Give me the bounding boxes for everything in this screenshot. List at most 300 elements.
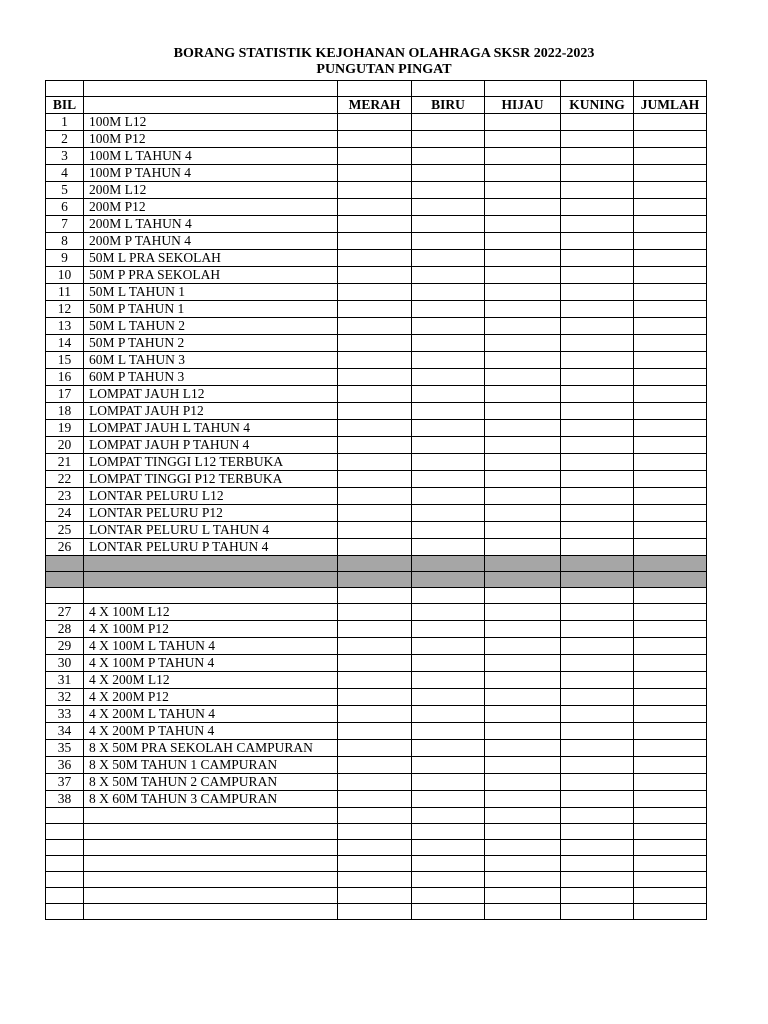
bil-cell: 37 [46, 774, 84, 791]
kuning-cell [561, 740, 634, 757]
merah-cell [338, 301, 412, 318]
merah-cell [338, 672, 412, 689]
event-cell: 200M L12 [84, 182, 338, 199]
bil-cell: 23 [46, 488, 84, 505]
jumlah-cell [634, 655, 707, 672]
biru-cell [412, 165, 485, 182]
jumlah-cell [634, 471, 707, 488]
hijau-cell [485, 386, 561, 403]
kuning-cell [561, 888, 634, 904]
bil-cell: 1 [46, 114, 84, 131]
jumlah-cell [634, 706, 707, 723]
jumlah-cell [634, 808, 707, 824]
merah-cell [338, 740, 412, 757]
hijau-cell [485, 539, 561, 556]
hijau-cell [485, 572, 561, 588]
hijau-cell [485, 437, 561, 454]
event-cell: 4 X 100M P TAHUN 4 [84, 655, 338, 672]
merah-cell [338, 250, 412, 267]
biru-cell [412, 621, 485, 638]
event-cell: 4 X 200M P TAHUN 4 [84, 723, 338, 740]
table-row [46, 774, 707, 791]
merah-cell [338, 588, 412, 604]
hijau-cell [485, 267, 561, 284]
table-row [46, 233, 707, 250]
biru-cell [412, 216, 485, 233]
table-row [46, 471, 707, 488]
bil-cell [46, 888, 84, 904]
bil-cell: 35 [46, 740, 84, 757]
biru-cell [412, 740, 485, 757]
column-header [84, 97, 338, 114]
kuning-cell [561, 539, 634, 556]
table-row [46, 318, 707, 335]
biru-cell [412, 488, 485, 505]
kuning-cell [561, 655, 634, 672]
biru-cell [412, 588, 485, 604]
jumlah-cell [634, 539, 707, 556]
jumlah-cell [634, 604, 707, 621]
table-row [46, 706, 707, 723]
table-row [46, 216, 707, 233]
hijau-cell [485, 872, 561, 888]
event-cell: LOMPAT JAUH L TAHUN 4 [84, 420, 338, 437]
blank-row [46, 808, 707, 824]
biru-cell [412, 420, 485, 437]
jumlah-cell [634, 284, 707, 301]
event-cell [84, 572, 338, 588]
hijau-cell [485, 588, 561, 604]
bil-cell: 14 [46, 335, 84, 352]
merah-cell [338, 556, 412, 572]
hijau-cell [485, 757, 561, 774]
hijau-cell [485, 81, 561, 97]
bil-cell [46, 556, 84, 572]
kuning-cell [561, 856, 634, 872]
biru-cell [412, 386, 485, 403]
blank-row [46, 824, 707, 840]
event-cell [84, 904, 338, 920]
bil-cell: 10 [46, 267, 84, 284]
event-cell: LONTAR PELURU P12 [84, 505, 338, 522]
event-cell: 100M P12 [84, 131, 338, 148]
event-cell: 100M L12 [84, 114, 338, 131]
bil-cell: 7 [46, 216, 84, 233]
jumlah-cell [634, 757, 707, 774]
hijau-cell [485, 182, 561, 199]
jumlah-cell [634, 856, 707, 872]
bil-cell: 6 [46, 199, 84, 216]
jumlah-cell [634, 267, 707, 284]
event-cell [84, 840, 338, 856]
event-cell: 50M P TAHUN 2 [84, 335, 338, 352]
hijau-cell [485, 335, 561, 352]
merah-cell [338, 148, 412, 165]
bil-cell: 12 [46, 301, 84, 318]
merah-cell [338, 454, 412, 471]
biru-cell [412, 267, 485, 284]
column-header: JUMLAH [634, 97, 707, 114]
kuning-cell [561, 488, 634, 505]
table-row [46, 539, 707, 556]
merah-cell [338, 904, 412, 920]
jumlah-cell [634, 335, 707, 352]
bil-cell: 26 [46, 539, 84, 556]
biru-cell [412, 774, 485, 791]
hijau-cell [485, 131, 561, 148]
kuning-cell [561, 352, 634, 369]
biru-cell [412, 791, 485, 808]
shaded-separator-row [46, 556, 707, 572]
event-cell: LOMPAT JAUH P TAHUN 4 [84, 437, 338, 454]
column-header: MERAH [338, 97, 412, 114]
kuning-cell [561, 301, 634, 318]
table-row [46, 335, 707, 352]
kuning-cell [561, 148, 634, 165]
column-header: HIJAU [485, 97, 561, 114]
kuning-cell [561, 216, 634, 233]
biru-cell [412, 471, 485, 488]
kuning-cell [561, 774, 634, 791]
kuning-cell [561, 522, 634, 539]
bil-cell: 17 [46, 386, 84, 403]
table-row [46, 437, 707, 454]
kuning-cell [561, 233, 634, 250]
table-row [46, 182, 707, 199]
event-cell: 50M P PRA SEKOLAH [84, 267, 338, 284]
event-cell [84, 824, 338, 840]
event-cell: LOMPAT JAUH L12 [84, 386, 338, 403]
bil-cell: 34 [46, 723, 84, 740]
event-cell: LONTAR PELURU L TAHUN 4 [84, 522, 338, 539]
kuning-cell [561, 505, 634, 522]
bil-cell: 30 [46, 655, 84, 672]
table-row [46, 352, 707, 369]
jumlah-cell [634, 824, 707, 840]
biru-cell [412, 757, 485, 774]
event-cell: 60M L TAHUN 3 [84, 352, 338, 369]
kuning-cell [561, 267, 634, 284]
hijau-cell [485, 318, 561, 335]
merah-cell [338, 757, 412, 774]
kuning-cell [561, 556, 634, 572]
table-row [46, 369, 707, 386]
merah-cell [338, 655, 412, 672]
bil-cell: 19 [46, 420, 84, 437]
event-cell: 200M P TAHUN 4 [84, 233, 338, 250]
jumlah-cell [634, 318, 707, 335]
hijau-cell [485, 556, 561, 572]
kuning-cell [561, 165, 634, 182]
blank-row [46, 872, 707, 888]
bil-cell: 24 [46, 505, 84, 522]
table-row [46, 267, 707, 284]
hijau-cell [485, 165, 561, 182]
kuning-cell [561, 403, 634, 420]
table-row [46, 420, 707, 437]
jumlah-cell [634, 420, 707, 437]
jumlah-cell [634, 437, 707, 454]
jumlah-cell [634, 740, 707, 757]
jumlah-cell [634, 904, 707, 920]
jumlah-cell [634, 588, 707, 604]
bil-cell: 18 [46, 403, 84, 420]
biru-cell [412, 505, 485, 522]
biru-cell [412, 856, 485, 872]
jumlah-cell [634, 369, 707, 386]
event-cell: 60M P TAHUN 3 [84, 369, 338, 386]
biru-cell [412, 655, 485, 672]
merah-cell [338, 267, 412, 284]
kuning-cell [561, 904, 634, 920]
hijau-cell [485, 706, 561, 723]
kuning-cell [561, 250, 634, 267]
bil-cell: 13 [46, 318, 84, 335]
merah-cell [338, 872, 412, 888]
merah-cell [338, 318, 412, 335]
biru-cell [412, 335, 485, 352]
jumlah-cell [634, 454, 707, 471]
blank-row [46, 888, 707, 904]
biru-cell [412, 454, 485, 471]
merah-cell [338, 706, 412, 723]
kuning-cell [561, 182, 634, 199]
merah-cell [338, 386, 412, 403]
merah-cell [338, 572, 412, 588]
hijau-cell [485, 369, 561, 386]
biru-cell [412, 199, 485, 216]
bil-cell [46, 808, 84, 824]
bil-cell: 4 [46, 165, 84, 182]
form-title: BORANG STATISTIK KEJOHANAN OLAHRAGA SKSR 2022-2023 [173, 46, 595, 61]
biru-cell [412, 604, 485, 621]
jumlah-cell [634, 165, 707, 182]
biru-cell [412, 723, 485, 740]
bil-cell: 36 [46, 757, 84, 774]
hijau-cell [485, 114, 561, 131]
merah-cell [338, 471, 412, 488]
jumlah-cell [634, 488, 707, 505]
kuning-cell [561, 318, 634, 335]
merah-cell [338, 369, 412, 386]
bil-cell [46, 824, 84, 840]
table-row [46, 740, 707, 757]
bil-cell [46, 81, 84, 97]
jumlah-cell [634, 199, 707, 216]
hijau-cell [485, 723, 561, 740]
merah-cell [338, 621, 412, 638]
jumlah-cell [634, 114, 707, 131]
bil-cell [46, 588, 84, 604]
table-row [46, 131, 707, 148]
event-cell: LOMPAT JAUH P12 [84, 403, 338, 420]
biru-cell [412, 182, 485, 199]
hijau-cell [485, 840, 561, 856]
event-cell: 100M P TAHUN 4 [84, 165, 338, 182]
bil-cell: 21 [46, 454, 84, 471]
kuning-cell [561, 757, 634, 774]
merah-cell [338, 505, 412, 522]
event-cell: 8 X 50M TAHUN 1 CAMPURAN [84, 757, 338, 774]
bil-cell: 33 [46, 706, 84, 723]
merah-cell [338, 791, 412, 808]
jumlah-cell [634, 840, 707, 856]
merah-cell [338, 723, 412, 740]
kuning-cell [561, 420, 634, 437]
merah-cell [338, 352, 412, 369]
merah-cell [338, 216, 412, 233]
hijau-cell [485, 774, 561, 791]
jumlah-cell [634, 301, 707, 318]
event-cell: 4 X 100M L TAHUN 4 [84, 638, 338, 655]
merah-cell [338, 824, 412, 840]
kuning-cell [561, 824, 634, 840]
kuning-cell [561, 572, 634, 588]
bil-cell: 3 [46, 148, 84, 165]
jumlah-cell [634, 352, 707, 369]
biru-cell [412, 369, 485, 386]
event-cell [84, 81, 338, 97]
bil-cell: 9 [46, 250, 84, 267]
merah-cell [338, 774, 412, 791]
biru-cell [412, 352, 485, 369]
table-row [46, 757, 707, 774]
merah-cell [338, 689, 412, 706]
merah-cell [338, 638, 412, 655]
table-row [46, 386, 707, 403]
kuning-cell [561, 872, 634, 888]
table-row [46, 791, 707, 808]
blank-row [46, 81, 707, 97]
table-row [46, 621, 707, 638]
jumlah-cell [634, 233, 707, 250]
jumlah-cell [634, 131, 707, 148]
merah-cell [338, 604, 412, 621]
column-header: BIRU [412, 97, 485, 114]
column-header: KUNING [561, 97, 634, 114]
kuning-cell [561, 131, 634, 148]
biru-cell [412, 114, 485, 131]
hijau-cell [485, 904, 561, 920]
biru-cell [412, 131, 485, 148]
bil-cell: 29 [46, 638, 84, 655]
kuning-cell [561, 471, 634, 488]
hijau-cell [485, 250, 561, 267]
kuning-cell [561, 791, 634, 808]
bil-cell [46, 904, 84, 920]
biru-cell [412, 904, 485, 920]
biru-cell [412, 250, 485, 267]
kuning-cell [561, 638, 634, 655]
hijau-cell [485, 488, 561, 505]
kuning-cell [561, 588, 634, 604]
kuning-cell [561, 386, 634, 403]
table-row [46, 655, 707, 672]
event-cell [84, 872, 338, 888]
event-cell: 100M L TAHUN 4 [84, 148, 338, 165]
hijau-cell [485, 403, 561, 420]
kuning-cell [561, 706, 634, 723]
hijau-cell [485, 233, 561, 250]
merah-cell [338, 165, 412, 182]
biru-cell [412, 403, 485, 420]
kuning-cell [561, 81, 634, 97]
biru-cell [412, 556, 485, 572]
event-cell: LOMPAT TINGGI L12 TERBUKA [84, 454, 338, 471]
kuning-cell [561, 808, 634, 824]
jumlah-cell [634, 386, 707, 403]
event-cell: LONTAR PELURU L12 [84, 488, 338, 505]
kuning-cell [561, 723, 634, 740]
jumlah-cell [634, 556, 707, 572]
biru-cell [412, 233, 485, 250]
event-cell: 4 X 100M L12 [84, 604, 338, 621]
merah-cell [338, 488, 412, 505]
kuning-cell [561, 840, 634, 856]
event-cell: 50M P TAHUN 1 [84, 301, 338, 318]
biru-cell [412, 522, 485, 539]
event-cell [84, 888, 338, 904]
hijau-cell [485, 672, 561, 689]
event-cell [84, 808, 338, 824]
kuning-cell [561, 689, 634, 706]
jumlah-cell [634, 572, 707, 588]
bil-cell [46, 840, 84, 856]
bil-cell [46, 872, 84, 888]
biru-cell [412, 638, 485, 655]
hijau-cell [485, 604, 561, 621]
table-row [46, 505, 707, 522]
biru-cell [412, 572, 485, 588]
biru-cell [412, 437, 485, 454]
event-cell: 8 X 60M TAHUN 3 CAMPURAN [84, 791, 338, 808]
table-row [46, 114, 707, 131]
hijau-cell [485, 522, 561, 539]
merah-cell [338, 840, 412, 856]
kuning-cell [561, 437, 634, 454]
kuning-cell [561, 284, 634, 301]
hijau-cell [485, 148, 561, 165]
bil-cell: 2 [46, 131, 84, 148]
bil-cell: 15 [46, 352, 84, 369]
biru-cell [412, 840, 485, 856]
event-cell: LONTAR PELURU P TAHUN 4 [84, 539, 338, 556]
hijau-cell [485, 420, 561, 437]
event-cell [84, 556, 338, 572]
jumlah-cell [634, 774, 707, 791]
biru-cell [412, 672, 485, 689]
jumlah-cell [634, 672, 707, 689]
merah-cell [338, 284, 412, 301]
table-row [46, 403, 707, 420]
jumlah-cell [634, 81, 707, 97]
hijau-cell [485, 856, 561, 872]
biru-cell [412, 81, 485, 97]
kuning-cell [561, 621, 634, 638]
hijau-cell [485, 638, 561, 655]
hijau-cell [485, 740, 561, 757]
event-cell: 4 X 200M P12 [84, 689, 338, 706]
bil-cell: 20 [46, 437, 84, 454]
event-cell: 4 X 200M L12 [84, 672, 338, 689]
event-cell: 200M L TAHUN 4 [84, 216, 338, 233]
hijau-cell [485, 808, 561, 824]
jumlah-cell [634, 723, 707, 740]
table-row [46, 522, 707, 539]
bil-cell: 31 [46, 672, 84, 689]
bil-cell: 22 [46, 471, 84, 488]
merah-cell [338, 539, 412, 556]
